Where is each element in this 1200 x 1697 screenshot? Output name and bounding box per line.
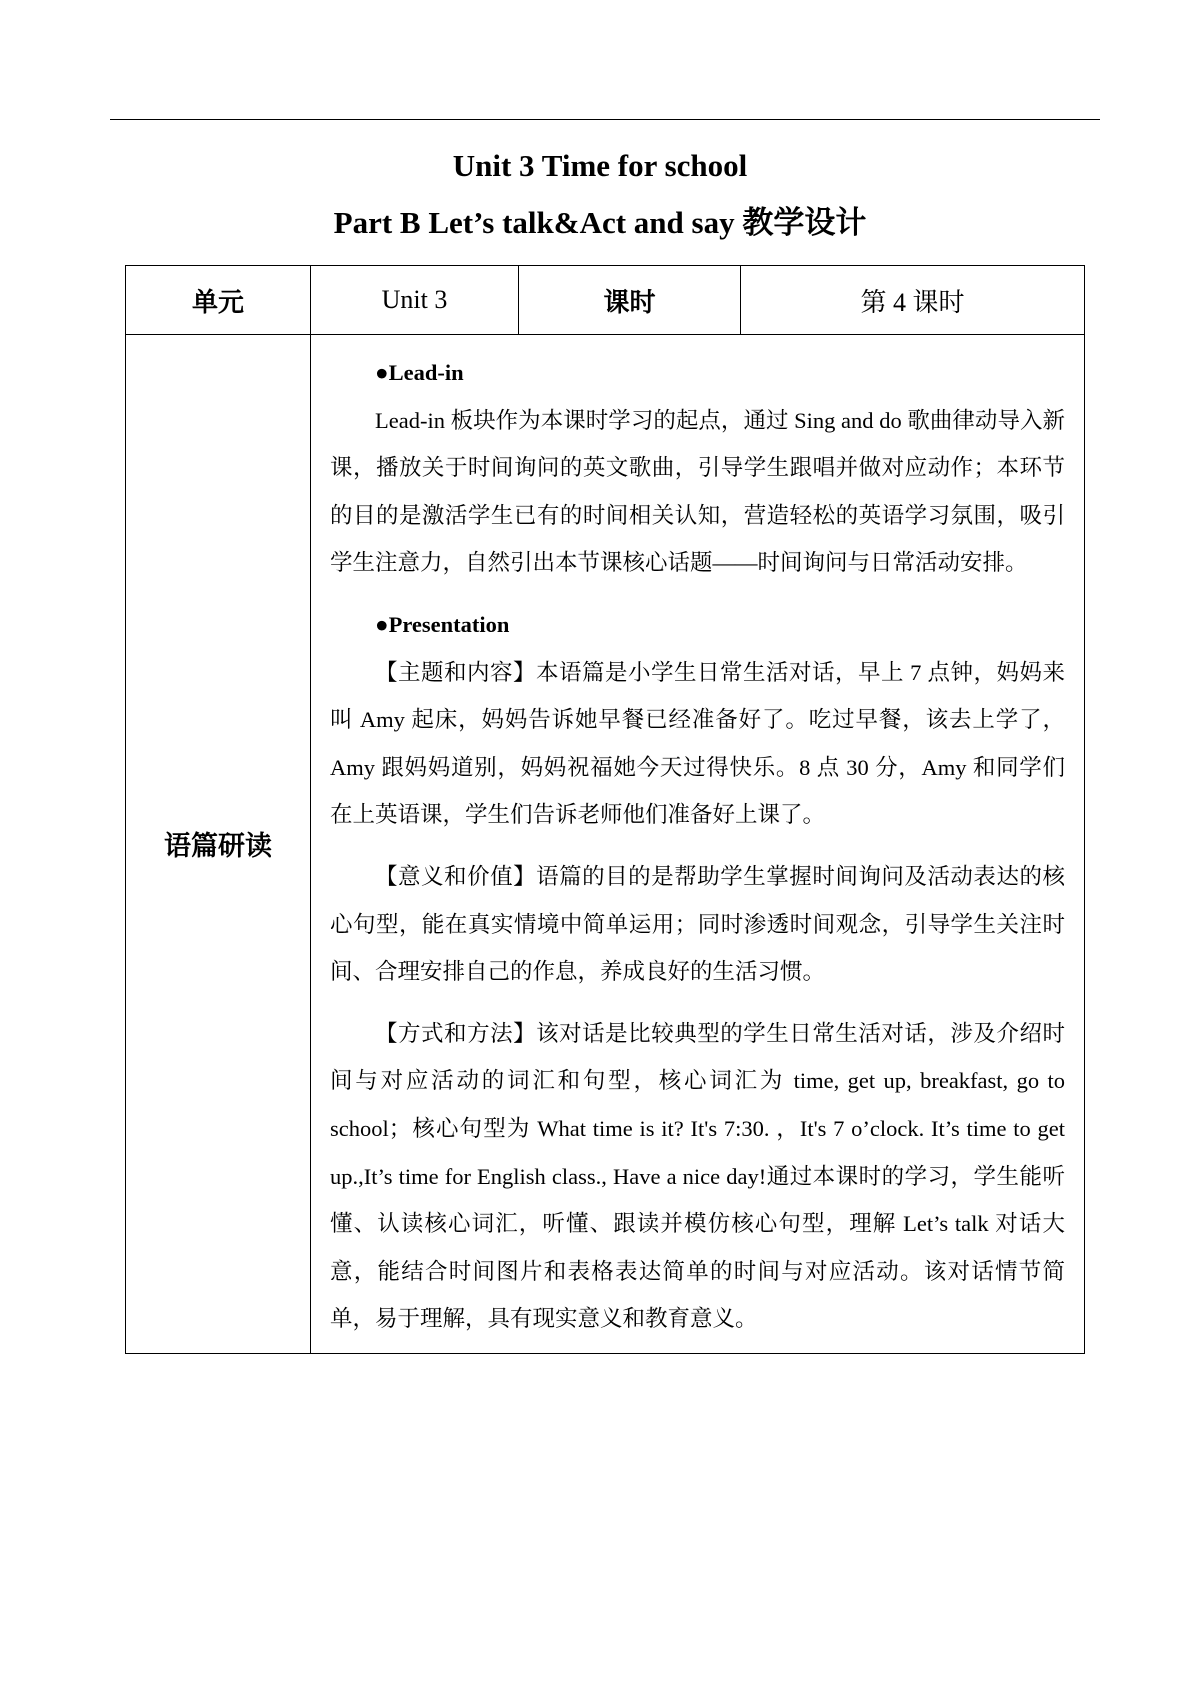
table-header-row	[126, 266, 1085, 335]
meaning-paragraph: 【意义和价值】语篇的目的是帮助学生掌握时间询问及活动表达的核心句型，能在真实情境中简单运用；同时渗透时间观念，引导学生关注时间、合理安排自己的作息，养成良好的生活习惯。	[330, 863, 1065, 985]
theme-paragraph: 【主题和内容】本语篇是小学生日常生活对话，早上 7 点钟，妈妈来叫 Amy 起床，妈妈告诉她早餐已经准备好了。吃过早餐，该去上学了，Amy 跟妈妈道别，妈妈祝福她今天过得快乐。8 点 30 分，Amy 和同学们在上英语课，学生们告诉老师他们准备好上课了。	[330, 659, 1065, 828]
period-value-cell: 第 4 课时	[741, 266, 1085, 335]
presentation-heading: ●Presentation	[375, 611, 510, 637]
document-title: Unit 3 Time for school	[452, 148, 748, 183]
header-rule	[110, 119, 1100, 120]
period-label-cell: 课时	[519, 266, 741, 335]
leadin-heading: ●Lead-in	[375, 360, 464, 385]
unit-label-cell: 单元	[126, 266, 311, 335]
lesson-plan-table	[125, 265, 1085, 1354]
leadin-paragraph: Lead-in 板块作为本课时学习的起点，通过 Sing and do 歌曲律动导入新课，播放关于时间询问的英文歌曲，引导学生跟唱并做对应动作；本环节的目的是激活学生已有的时间相关认知，营造轻松的英语学习氛围，吸引学生注意力，自然引出本节课核心话题——时间询问与日常活动安排。	[330, 407, 1065, 576]
unit-value-cell: Unit 3	[311, 266, 519, 335]
method-paragraph: 【方式和方法】该对话是比较典型的学生日常生活对话，涉及介绍时间与对应活动的词汇和句型，核心词汇为 time, get up, breakfast, go to school；核心句型为 What time is it? It's 7:30. ，It's 7 o’clock. It’s time to get up.,It’s time for English class., Have a nice day!通过本课时的学习，学生能听懂、认读核心词汇，听懂、跟读并模仿核心句型，理解 Let’s talk 对话大意，能结合时间图片和表格表达简单的时间与对应活动。该对话情节简单，易于理解，具有现实意义和教育意义。	[330, 1020, 1065, 1332]
section-content-cell	[311, 335, 1085, 1354]
section-label-cell: 语篇研读	[126, 335, 311, 1354]
document-subtitle: Part B Let’s talk&Act and say 教学设计	[333, 205, 867, 240]
table-content-row	[126, 335, 1085, 1354]
